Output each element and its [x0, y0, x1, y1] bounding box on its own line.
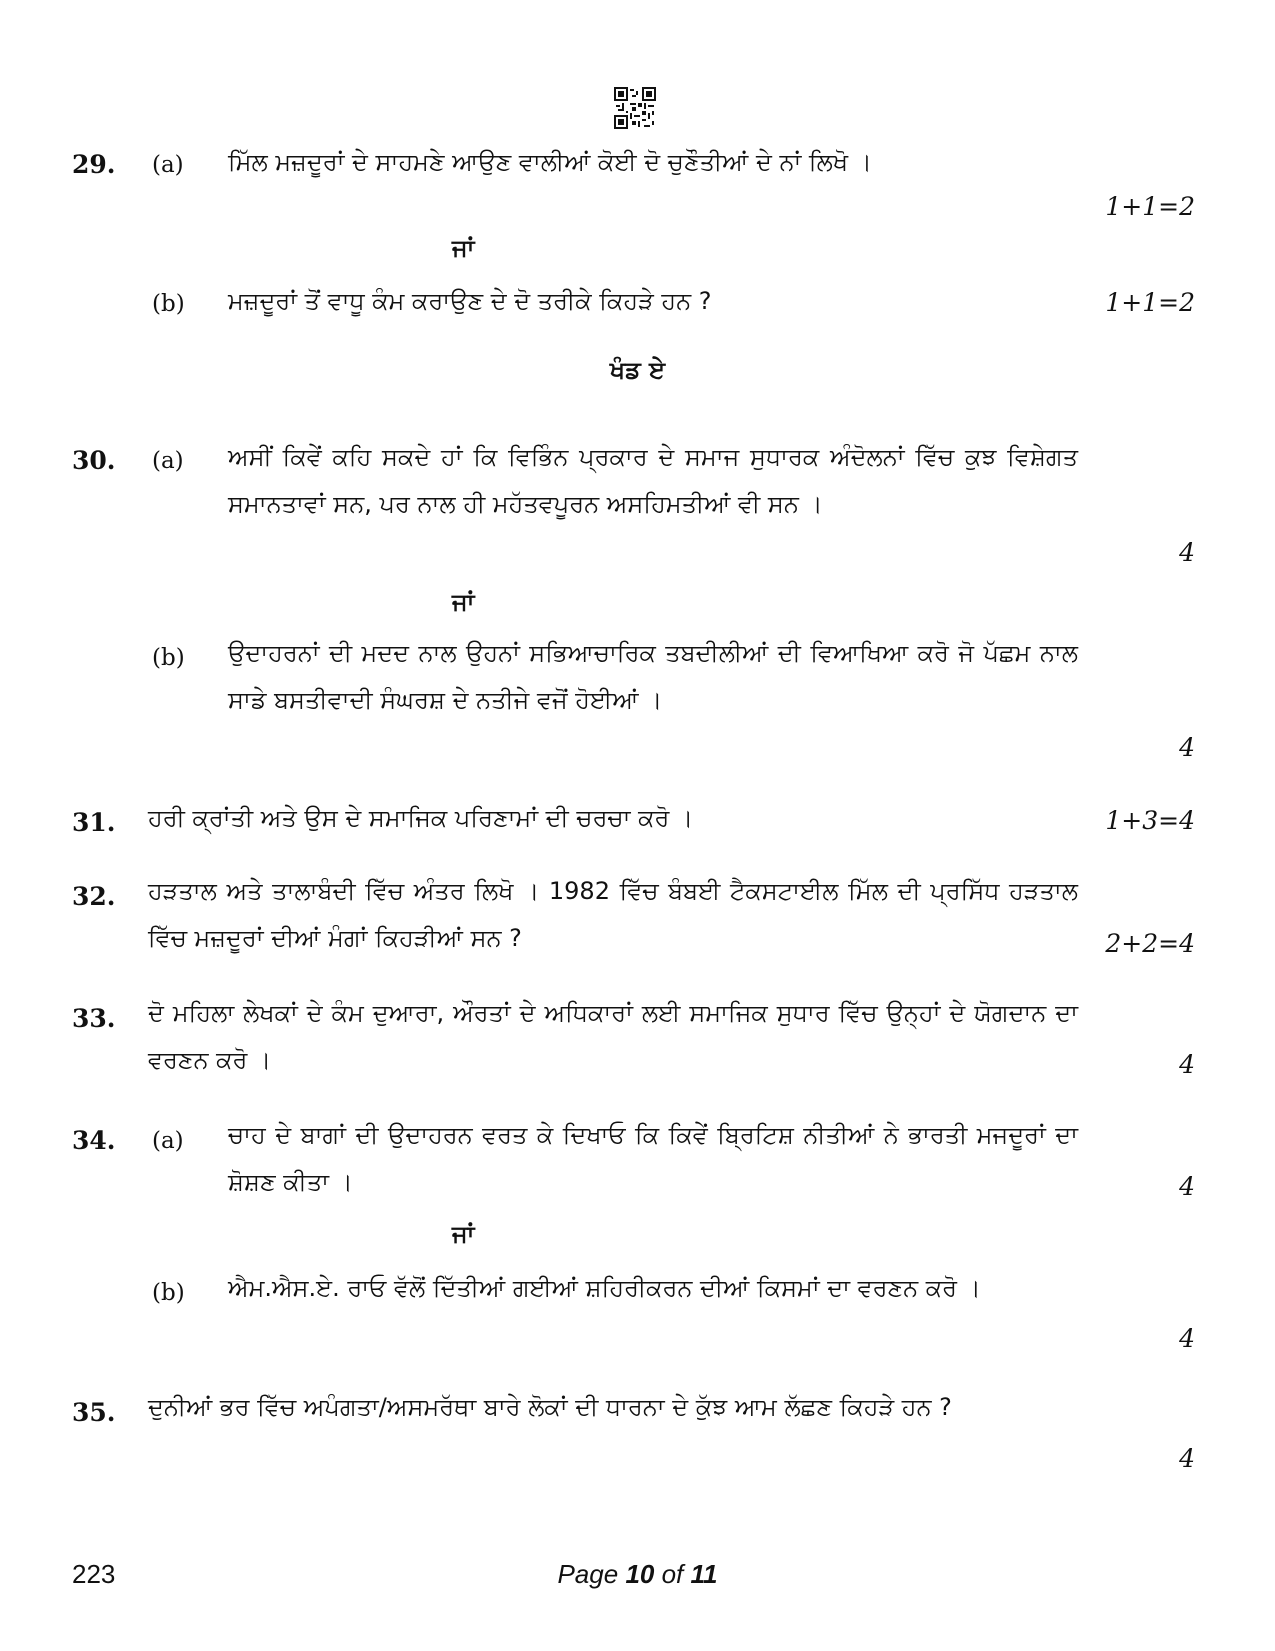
question-text: ਚਾਹ ਦੇ ਬਾਗਾਂ ਦੀ ਉਦਾਹਰਨ ਵਰਤ ਕੇ ਦਿਖਾਓ ਕਿ ਕਿਵੇਂ ਬ੍ਰਿਟਿਸ਼ ਨੀਤੀਆਂ ਨੇ ਭਾਰਤੀ ਮਜਦੂਰਾਂ ਦਾ ਸ਼ੋਸ਼ਣ ਕੀਤਾ । [228, 1121, 1078, 1196]
question-text: ਹਰੀ ਕ੍ਰਾਂਤੀ ਅਤੇ ਉਸ ਦੇ ਸਮਾਜਿਕ ਪਰਿਣਾਮਾਂ ਦੀ ਚਰਚਾ ਕਰੋ । [148, 804, 694, 832]
question-text: ਮਿੱਲ ਮਜ਼ਦੂਰਾਂ ਦੇ ਸਾਹਮਣੇ ਆਉਣ ਵਾਲੀਆਂ ਕੋਈ ਦੋ ਚੁਣੌਤੀਆਂ ਦੇ ਨਾਂ ਲਿਖੋ । [228, 148, 872, 176]
page-current: 10 [625, 1559, 655, 1589]
option-label-a: (a) [152, 152, 184, 178]
question-marks: 4 [1179, 1050, 1195, 1079]
question-number: 29. [72, 150, 116, 179]
paper-code: 223 [72, 1559, 116, 1589]
question-text: ਦੁਨੀਆਂ ਭਰ ਵਿੱਚ ਅਪੰਗਤਾ/ਅਸਮਰੱਥਾ ਬਾਰੇ ਲੋਕਾਂ ਦੀ ਧਾਰਨਾ ਦੇ ਕੁੱਝ ਆਮ ਲੱਛਣ ਕਿਹੜੇ ਹਨ ? [148, 1393, 952, 1421]
question-marks: 4 [1179, 538, 1195, 567]
question-marks: 1+1=2 [1105, 192, 1195, 221]
question-text: ਮਜ਼ਦੂਰਾਂ ਤੋਂ ਵਾਧੂ ਕੰਮ ਕਰਾਉਣ ਦੇ ਦੋ ਤਰੀਕੇ ਕਿਹੜੇ ਹਨ ? [228, 287, 712, 315]
question-text: ਹੜਤਾਲ ਅਤੇ ਤਾਲਾਬੰਦੀ ਵਿੱਚ ਅੰਤਰ ਲਿਖੋ । 1982 ਵਿੱਚ ਬੰਬਈ ਟੈਕਸਟਾਈਲ ਮਿੱਲ ਦੀ ਪ੍ਰਸਿੱਧ ਹੜਤਾਲ ਵਿੱਚ ਮਜ਼ਦੂਰਾਂ ਦੀਆਂ ਮੰਗਾਂ ਕਿਹੜੀਆਂ ਸਨ ? [148, 877, 1078, 952]
qr-code-icon [614, 87, 656, 129]
question-number: 33. [72, 1004, 116, 1033]
or-divider: ਜਾਂ [452, 588, 475, 616]
page-of: of [661, 1559, 684, 1589]
section-heading: ਖੰਡ ਏ [609, 356, 666, 384]
page-prefix: Page [557, 1559, 619, 1589]
question-marks: 4 [1179, 1444, 1195, 1473]
question-marks: 2+2=4 [1105, 929, 1195, 958]
or-divider: ਜਾਂ [452, 1220, 475, 1248]
or-divider: ਜਾਂ [452, 234, 475, 262]
option-label-b: (b) [152, 291, 185, 317]
option-label-a: (a) [152, 1128, 184, 1154]
question-number: 34. [72, 1126, 116, 1155]
option-label-a: (a) [152, 448, 184, 474]
page-indicator [0, 1559, 1275, 1590]
question-marks: 1+3=4 [1105, 806, 1195, 835]
question-marks: 4 [1179, 1172, 1195, 1201]
question-number: 30. [72, 446, 116, 475]
question-marks: 4 [1179, 733, 1195, 762]
question-marks: 1+1=2 [1105, 288, 1195, 317]
question-text: ਉਦਾਹਰਨਾਂ ਦੀ ਮਦਦ ਨਾਲ ਉਹਨਾਂ ਸਭਿਆਚਾਰਿਕ ਤਬਦੀਲੀਆਂ ਦੀ ਵਿਆਖਿਆ ਕਰੋ ਜੋ ਪੱਛਮ ਨਾਲ ਸਾਡੇ ਬਸਤੀਵਾਦੀ ਸੰਘਰਸ਼ ਦੇ ਨਤੀਜੇ ਵਜੋਂ ਹੋਈਆਂ । [228, 639, 1078, 714]
question-number: 32. [72, 882, 116, 911]
page-total: 11 [690, 1559, 718, 1589]
question-number: 31. [72, 808, 116, 837]
question-text: ਅਸੀਂ ਕਿਵੇਂ ਕਹਿ ਸਕਦੇ ਹਾਂ ਕਿ ਵਿਭਿੰਨ ਪ੍ਰਕਾਰ ਦੇ ਸਮਾਜ ਸੁਧਾਰਕ ਅੰਦੋਲਨਾਂ ਵਿੱਚ ਕੁਝ ਵਿਸ਼ੇਗਤ ਸਮਾਨਤਾਵਾਂ ਸਨ, ਪਰ ਨਾਲ ਹੀ ਮਹੱਤਵਪੂਰਨ ਅਸਹਿਮਤੀਆਂ ਵੀ ਸਨ । [228, 443, 1078, 518]
question-marks: 4 [1179, 1324, 1195, 1353]
option-label-b: (b) [152, 645, 185, 671]
question-text: ਦੋ ਮਹਿਲਾ ਲੇਖਕਾਂ ਦੇ ਕੰਮ ਦੁਆਰਾ, ਔਰਤਾਂ ਦੇ ਅਧਿਕਾਰਾਂ ਲਈ ਸਮਾਜਿਕ ਸੁਧਾਰ ਵਿੱਚ ਉਨ੍ਹਾਂ ਦੇ ਯੋਗਦਾਨ ਦਾ ਵਰਣਨ ਕਰੋ । [148, 999, 1078, 1074]
question-text: ਐਮ.ਐਸ.ਏ. ਰਾਓ ਵੱਲੋਂ ਦਿੱਤੀਆਂ ਗਈਆਂ ਸ਼ਹਿਰੀਕਰਨ ਦੀਆਂ ਕਿਸਮਾਂ ਦਾ ਵਰਣਨ ਕਰੋ । [228, 1274, 981, 1302]
option-label-b: (b) [152, 1280, 185, 1306]
question-number: 35. [72, 1398, 116, 1427]
